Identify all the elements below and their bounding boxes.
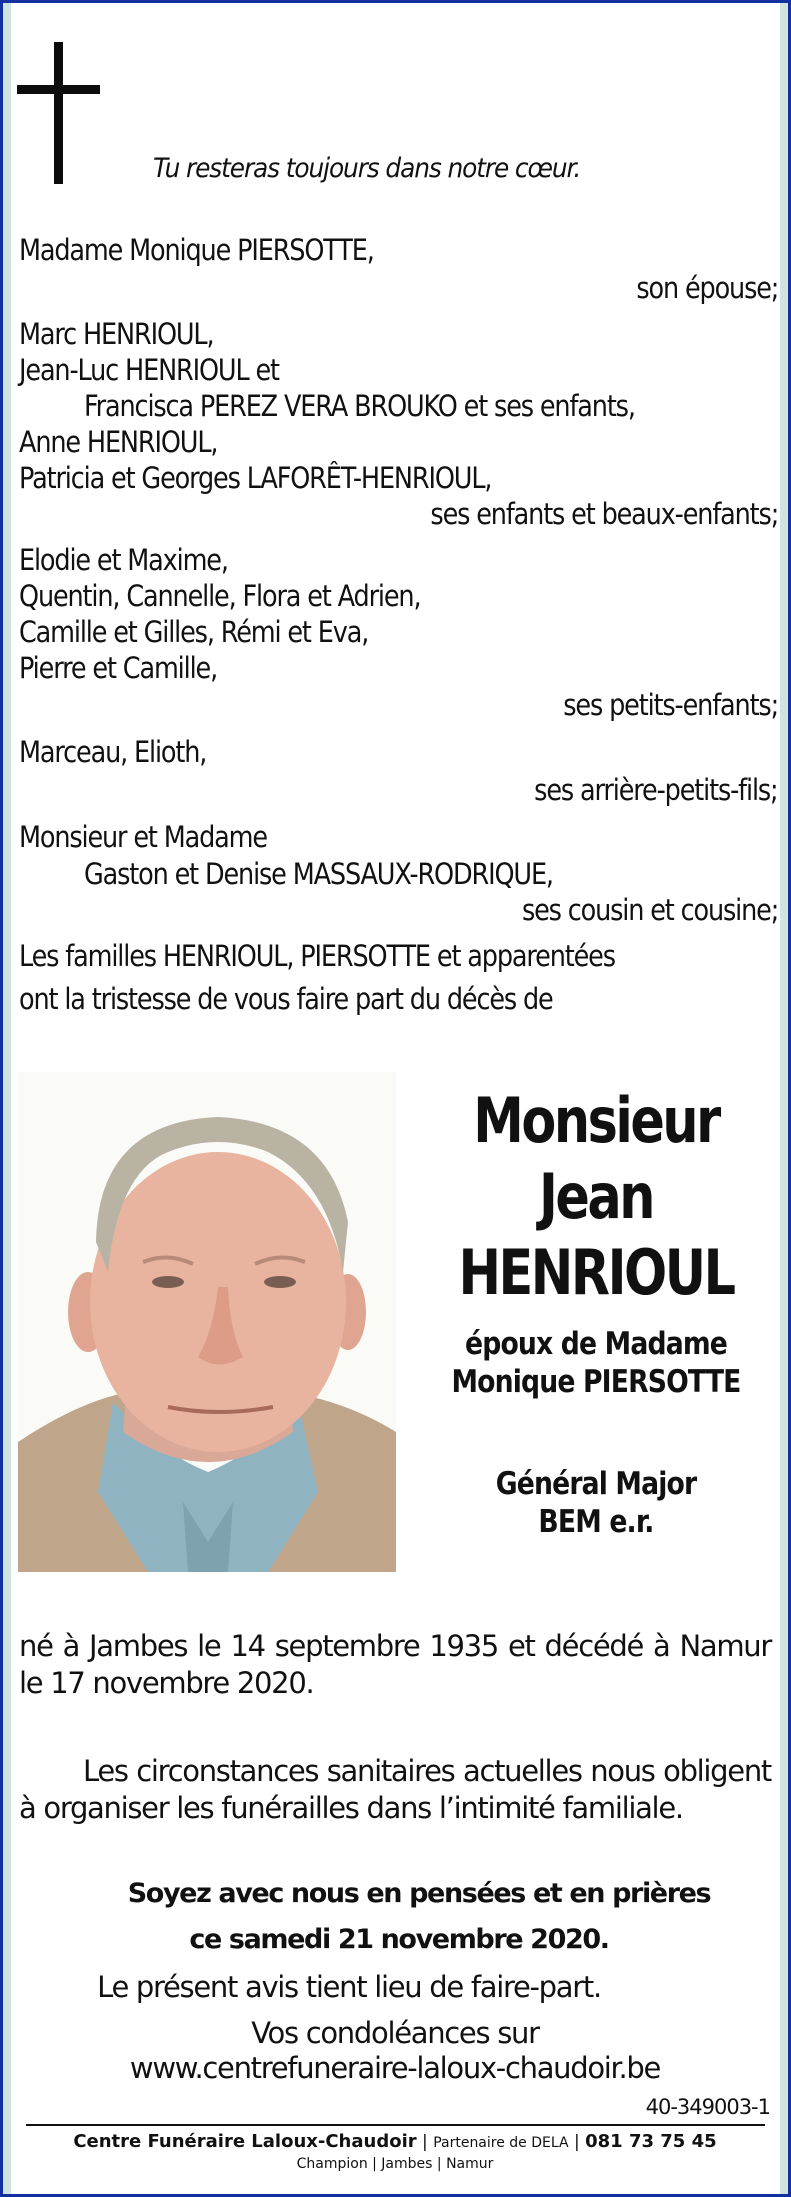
partner-text: Partenaire de DELA — [433, 2135, 569, 2151]
great-grandchildren-line: Marceau, Elioth, — [19, 735, 207, 769]
phone-number[interactable]: 081 73 75 45 — [585, 2131, 717, 2152]
separator: | — [422, 2132, 428, 2152]
child-line: Jean-Luc HENRIOUL et — [19, 353, 279, 387]
children-relation: ses enfants et beaux-enfants; — [430, 497, 778, 531]
prayer-line-1: Soyez avec nous en pensées et en prières — [127, 1878, 711, 1909]
families-line: Les familles HENRIOUL, PIERSOTTE et apparentées — [19, 939, 615, 973]
child-line: Marc HENRIOUL, — [19, 317, 214, 351]
grandchild-line: Camille et Gilles, Rémi et Eva, — [19, 615, 369, 649]
spouse-relation: son épouse; — [636, 271, 778, 305]
birth-death-text: né à Jambes le 14 septembre 1935 et décédé à Namur le 17 novembre 2020. — [19, 1629, 771, 1700]
footer-divider — [26, 2124, 765, 2126]
condolences-label: Vos condoléances sur — [251, 2016, 539, 2050]
circumstances-text: Les circonstances sanitaires actuelles nous obligent à organiser les funérailles dans l’intimité familiale. — [19, 1754, 771, 1825]
cousin-line: Monsieur et Madame — [19, 820, 267, 854]
spouse-line-2: Monique PIERSOTTE — [451, 1364, 741, 1400]
child-line: Anne HENRIOUL, — [19, 425, 218, 459]
company-name: Centre Funéraire Laloux-Chaudoir — [73, 2131, 417, 2152]
obituary-notice — [3, 3, 788, 2194]
grandchild-line: Elodie et Maxime, — [19, 543, 228, 577]
prayer-line-2: ce samedi 21 novembre 2020. — [189, 1924, 609, 1955]
spouse-block — [421, 1325, 771, 1401]
grandchild-line: Pierre et Camille, — [19, 651, 218, 685]
deceased-name-block — [421, 1083, 771, 1311]
separator: | — [573, 2132, 580, 2152]
cousin-line: Gaston et Denise MASSAUX-RODRIQUE, — [84, 857, 553, 891]
announcement-line: ont la tristesse de vous faire part du décès de — [19, 982, 553, 1016]
child-line: Patricia et Georges LAFORÊT-HENRIOUL, — [19, 461, 492, 495]
deceased-last-name: HENRIOUL — [458, 1236, 734, 1309]
notice-text: Le présent avis tient lieu de faire-part. — [97, 1970, 601, 2004]
rank-line-2: BEM e.r. — [538, 1504, 654, 1540]
rank-block — [421, 1465, 771, 1541]
spouse-line: Madame Monique PIERSOTTE, — [19, 233, 374, 267]
motto: Tu resteras toujours dans notre cœur. — [153, 153, 581, 184]
spouse-line-1: époux de Madame — [465, 1326, 727, 1362]
grandchildren-relation: ses petits-enfants; — [563, 688, 778, 722]
footer-company-line — [19, 2131, 771, 2152]
cousins-relation: ses cousin et cousine; — [521, 893, 778, 927]
footer-locations: Champion | Jambes | Namur — [296, 2156, 494, 2172]
rank-line-1: Général Major — [495, 1466, 697, 1502]
condolences-link[interactable]: www.centrefuneraire-laloux-chaudoir.be — [129, 2051, 661, 2085]
portrait-photo — [18, 1072, 396, 1572]
great-grandchildren-relation: ses arrière-petits-fils; — [534, 773, 778, 807]
deceased-title: Monsieur — [473, 1084, 719, 1157]
deceased-first-name: Jean — [538, 1160, 654, 1233]
child-line: Francisca PEREZ VERA BROUKO et ses enfants, — [84, 389, 635, 423]
reference-number: 40-349003-1 — [645, 2095, 770, 2119]
grandchild-line: Quentin, Cannelle, Flora et Adrien, — [19, 579, 421, 613]
